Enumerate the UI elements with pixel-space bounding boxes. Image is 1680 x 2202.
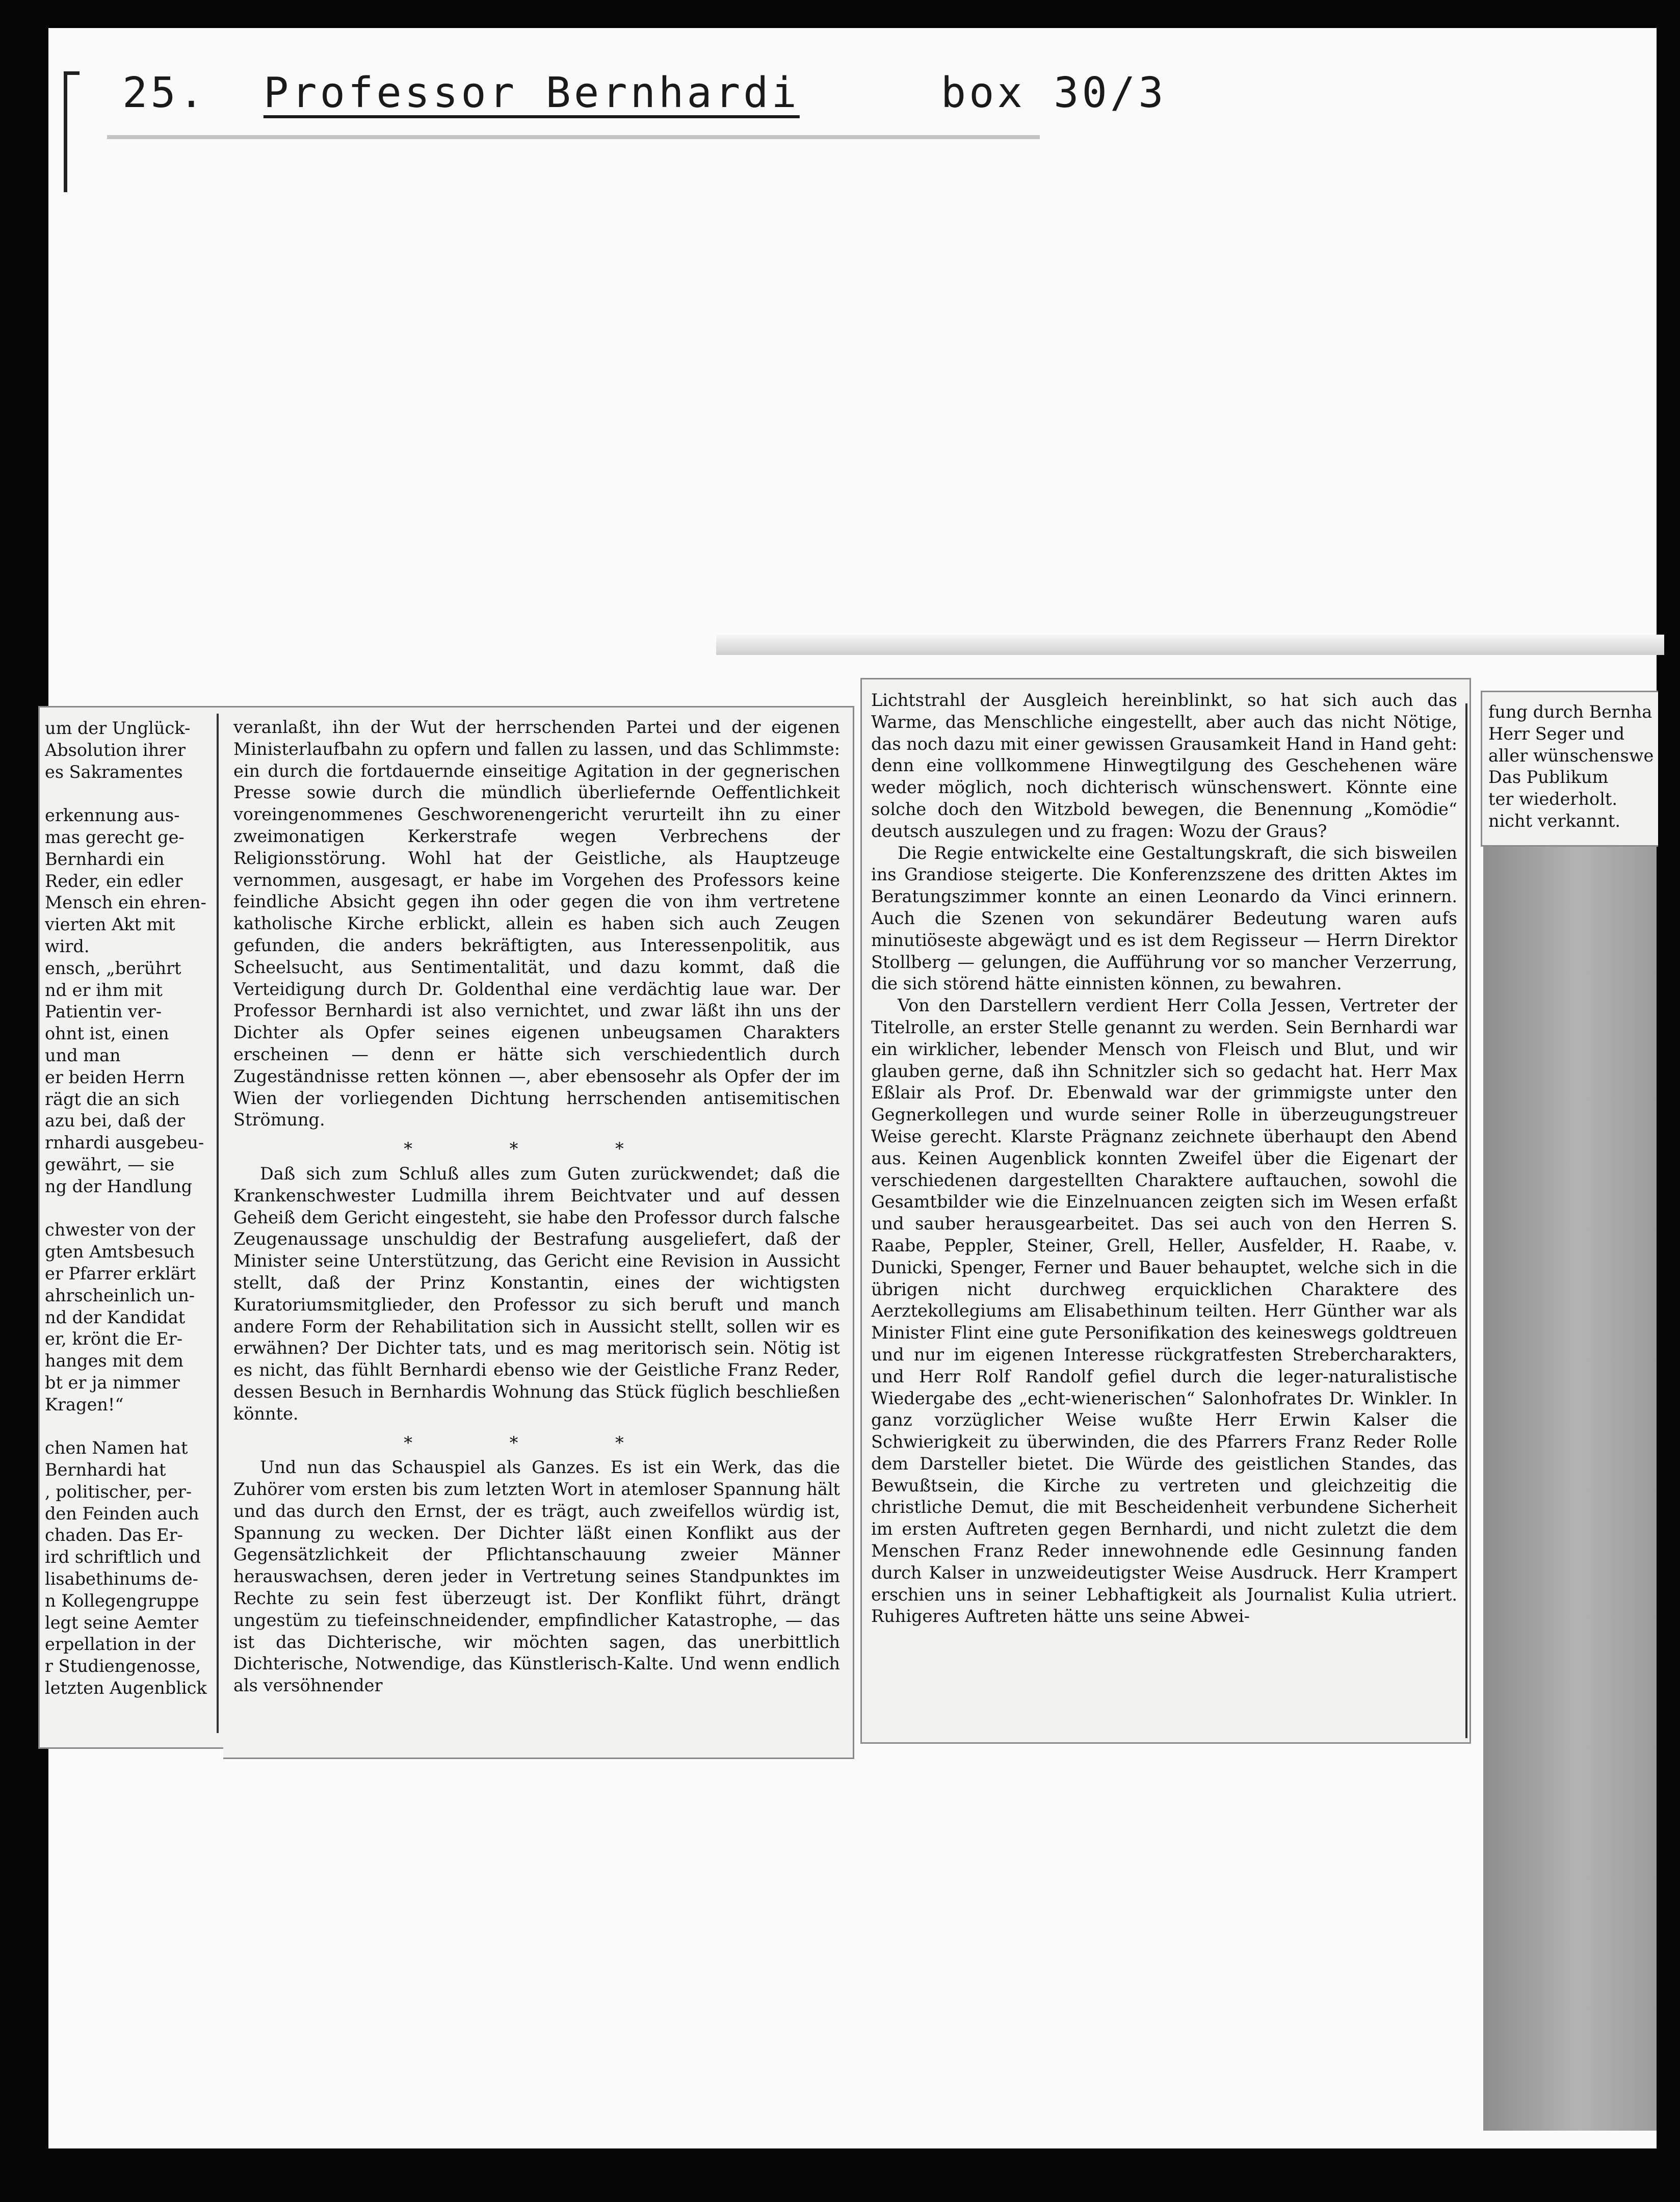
header-rule: [107, 135, 1040, 139]
text-line: rnhardi ausgebeu-: [45, 1133, 204, 1153]
clipping-left: [38, 706, 225, 1749]
text-line: chen Namen hat: [45, 1438, 188, 1458]
page-header: [122, 69, 1167, 117]
text-line: r Studiengenosse,: [45, 1656, 201, 1676]
text-line: und man: [45, 1045, 121, 1065]
text-line: um der Unglück-: [45, 718, 191, 738]
text-line: ahrscheinlich un-: [45, 1285, 195, 1305]
middle-column-text: [233, 717, 840, 1697]
text-line: legt seine Aemter: [45, 1612, 198, 1633]
text-line: wird.: [45, 936, 90, 956]
text-line: Bernhardi ein: [45, 849, 165, 869]
text-line: bt er ja nimmer: [45, 1372, 180, 1393]
right-paragraph-3: Von den Darstellern verdient Herr Colla Jessen, Vertreter der Titelrolle, an erster Stelle genannt zu werden. Sein Bernhardi war ein wirklicher, lebender Mensch von Fleisch und Blut, und wir glauben gerne, daß ihn Schnitzler sich so gedacht hat. Herr Max Eßlair als Prof. Dr. Ebenwald war der grimmigste unter den Gegnerkollegen und wurde seiner Rolle in überzeugungstreuer Weise gerecht. Klarste Prägnanz zeichnete überhaupt den Abend aus. Keinen Augenblick konnten Zweifel über die Eigenart der verschiedenen dargestellten Charaktere auftauchen, sowohl die Gesamtbilder wie die Einzelnuancen zeigten sich im Wesen erfaßt und sauber herausgearbeitet. Das sei auch von den Herren S. Raabe, Peppler, Steiner, Grell, Heller, Ausfelder, H. Raabe, v. Dunicki, Spenger, Ferner und Bauer behauptet, welche sich in die übrigen nicht durchweg erquicklichen Charaktere des Aerztekollegiums am Elisabethinum teilten. Herr Günther war als Minister Flint eine gute Personifikation des keineswegs goldtreuen und nur im eigenen Interesse rückgratfesten Strebercharakters, und Herr Rolf Randolf gefiel durch die leger-naturalistische Wiedergabe des „echt-wienerischen“ Salonhofrates Dr. Winkler. In ganz vorzüglicher Weise wußte Herr Erwin Kalser die Schwierigkeit zu überwinden, die des Pfarrers Franz Reder Rolle dem Darsteller bietet. Die Würde des geistlichen Standes, das Bewußtsein, die Kirche zu vertreten und gleichzeitig die christliche Demut, die mit Bescheidenheit verbundene Sicherheit im ersten Auftreten gegen Bernhardi, und nicht zuletzt die dem Menschen Franz Reder innewohnende edle Gesinnung fanden durch Kalser in unzweideutigster Weise Ausdruck. Herr Krampert erschien uns in seiner Lebhaftigkeit als Journalist Kulia utriert. Ruhigeres Auftreten hätte uns seine Abwei-: [871, 995, 1457, 1627]
section-stars-1: * * *: [404, 1139, 670, 1159]
text-line: nicht verkannt.: [1488, 810, 1621, 831]
header-box: box 30/3: [940, 69, 1167, 117]
column-rule-right: [1465, 703, 1467, 1738]
text-line: vierten Akt mit: [45, 914, 175, 935]
right-paragraph-1: Lichtstrahl der Ausgleich hereinblinkt, so hat sich auch das Warme, das Menschliche eingestellt, aber auch das nicht Nötige, das noch dazu mit einer gewissen Grausamkeit Hand in Hand geht: denn eine vollkommene Hinwegtilgung des Geschehenen wäre weder möglich, noch dichterisch wünschenswert. Könnte eine solche doch den Witzbold bewegen, die Benennung „Komödie“ deutsch auszulegen und zu fragen: Wozu der Graus?: [871, 690, 1458, 841]
text-line: n Kollegengruppe: [45, 1590, 199, 1611]
text-line: ohnt ist, einen: [45, 1024, 169, 1044]
middle-paragraph-2: Daß sich zum Schluß alles zum Guten zurückwendet; daß die Krankenschwester Ludmilla ihrem Beichtvater und auf dessen Geheiß dem Gericht eingesteht, sie habe den Professor durch falsche Zeugenaussage unschuldig der Bestrafung ausgeliefert, daß der Minister seine Unterstützung, das Gericht eine Revision in Aussicht stellt, daß der Prinz Konstantin, eines der wichtigsten Kuratoriumsmitglieder, den Professor zu sich beruft und manch andere Form der Rehabilitation sich in Aussicht stellt, sollen wir es erwähnen? Der Dichter tats, und es mag meritorisch sein. Nötig ist es nicht, das fühlt Bernhardi ebenso wie der Geistliche Franz Reder, dessen Besuch in Bernhardis Wohnung das Stück füglich beschließen könnte.: [233, 1163, 840, 1424]
text-line: [45, 1416, 218, 1438]
clipping-right: [860, 678, 1471, 1744]
text-line: nd der Kandidat: [45, 1307, 186, 1327]
gray-backdrop: [1483, 846, 1657, 2131]
text-line: rägt die an sich: [45, 1089, 180, 1109]
section-stars-2: * * *: [404, 1432, 670, 1453]
text-line: [45, 783, 218, 805]
text-line: [45, 1198, 218, 1220]
right-paragraph-2: Die Regie entwickelte eine Gestaltungskraft, die sich bisweilen ins Grandiose steigerte. Die Konferenzszene des dritten Aktes im Beratungszimmer konnte an einen Leonardo da Vinci erinnern. Auch die Szenen von sekundärer Bedeutung waren aufs minutiöseste abgewägt und es ist dem Regisseur — Herrn Direktor Stollberg — gelungen, die Aufführung vor so mancher Verzerrung, die sich störend hätte einnisten können, zu bewahren.: [871, 843, 1457, 994]
text-line: Herr Seger und: [1488, 723, 1625, 744]
text-line: gewährt, — sie: [45, 1154, 175, 1174]
text-line: lisabethinums de-: [45, 1569, 198, 1589]
text-line: ird schriftlich und: [45, 1547, 201, 1567]
text-line: Reder, ein edler: [45, 871, 183, 891]
text-line: er, krönt die Er-: [45, 1329, 183, 1349]
text-line: erkennung aus-: [45, 805, 180, 826]
text-line: Das Publikum: [1488, 767, 1609, 788]
text-line: fung durch Bernha: [1488, 702, 1652, 722]
text-line: er beiden Herrn: [45, 1067, 185, 1087]
photo-shadow: [716, 635, 1664, 655]
header-title: Professor Bernhardi: [263, 69, 800, 117]
text-line: azu bei, daß der: [45, 1111, 185, 1131]
text-line: ng der Handlung: [45, 1176, 193, 1196]
text-line: mas gerecht ge-: [45, 827, 185, 847]
right-column-text: [871, 690, 1457, 1628]
text-line: letzten Augenblick: [45, 1678, 207, 1698]
text-line: Bernhardi hat: [45, 1460, 166, 1480]
far-right-column-text: [1488, 701, 1657, 832]
text-line: chwester von der: [45, 1220, 195, 1240]
header-number: 25.: [122, 69, 207, 117]
text-line: chaden. Das Er-: [45, 1525, 183, 1545]
corner-bracket: [64, 71, 80, 192]
column-rule: [217, 714, 219, 1733]
text-line: nd er ihm mit: [45, 980, 163, 1000]
text-line: Kragen!“: [45, 1394, 124, 1414]
text-line: Mensch ein ehren-: [45, 893, 206, 913]
middle-paragraph-3: Und nun das Schauspiel als Ganzes. Es ist ein Werk, das die Zuhörer vom ersten bis zum letzten Wort in atemloser Spannung hält und das durch den Ernst, der es trägt, auch zweifellos würdig ist, Spannung zu wecken. Der Dichter läßt einen Konflikt aus der Gegensätzlichkeit der Pflichtanschauung zweier Männer herauswachsen, deren jeder in Vertretung seines Standpunktes im Rechte zu sein fest überzeugt ist. Der Konflikt führt, drängt ungestüm zu tiefeinschneidender, empfindlicher Katastrophe, — das ist das Dichterische, wir möchten sagen, das unerbittlich Dichterische, Notwendige, das Künstlerisch-Kalte. Und wenn endlich als versöhnender: [233, 1457, 840, 1696]
text-line: ter wiederholt.: [1488, 789, 1618, 809]
clipping-far-right: [1481, 691, 1658, 847]
text-line: erpellation in der: [45, 1634, 196, 1655]
text-line: es Sakramentes: [45, 762, 183, 782]
text-line: gten Amtsbesuch: [45, 1242, 195, 1262]
middle-paragraph-1: veranlaßt, ihn der Wut der herrschenden Partei und der eigenen Ministerlaufbahn zu opfern und fallen zu lassen, und das Schlimmste: ein durch die fortdauernde einseitige Agitation in der gegnerischen Presse sowie durch die mündlich überliefernde Oeffentlichkeit voreingenommenes Geschworenengericht verurteilt ihn zu einer zweimonatigen Kerkerstrafe wegen Verbrechens der Religionsstörung. Wohl hat der Geistliche, als Hauptzeuge vernommen, ausgesagt, er habe im Vorgehen des Professors keine feindliche Absicht gegen ihn oder gegen die von ihm vertretene katholische Kirche erblickt, allein es haben sich auch Zeugen gefunden, die anders bekräftigten, aus Interessenpolitik, aus Scheelsucht, aus Sentimentalität, und dazu kommt, daß die Verteidigung durch Dr. Goldenthal eine verdächtig laue war. Der Professor Bernhardi ist also vernichtet, und zwar läßt ihn uns der Dichter als Opfer seines eigenen unbeugsamen Charakters erscheinen — denn er hätte sich verschiedentlich durch Zugeständnisse retten können —, aber ebensosehr als Opfer der im Wien der vorliegenden Dichtung herrschenden antisemitischen Strömung.: [233, 717, 840, 1130]
text-line: den Feinden auch: [45, 1503, 199, 1524]
text-line: hanges mit dem: [45, 1351, 183, 1371]
text-line: Absolution ihrer: [45, 740, 186, 760]
text-line: Patientin ver-: [45, 1002, 162, 1022]
text-line: er Pfarrer erklärt: [45, 1263, 196, 1283]
left-column-text: [45, 718, 218, 1699]
text-line: aller wünschenswe: [1488, 745, 1654, 766]
clipping-middle: [223, 706, 854, 1759]
text-line: , politischer, per-: [45, 1481, 192, 1502]
text-line: ensch, „berührt: [45, 958, 181, 978]
